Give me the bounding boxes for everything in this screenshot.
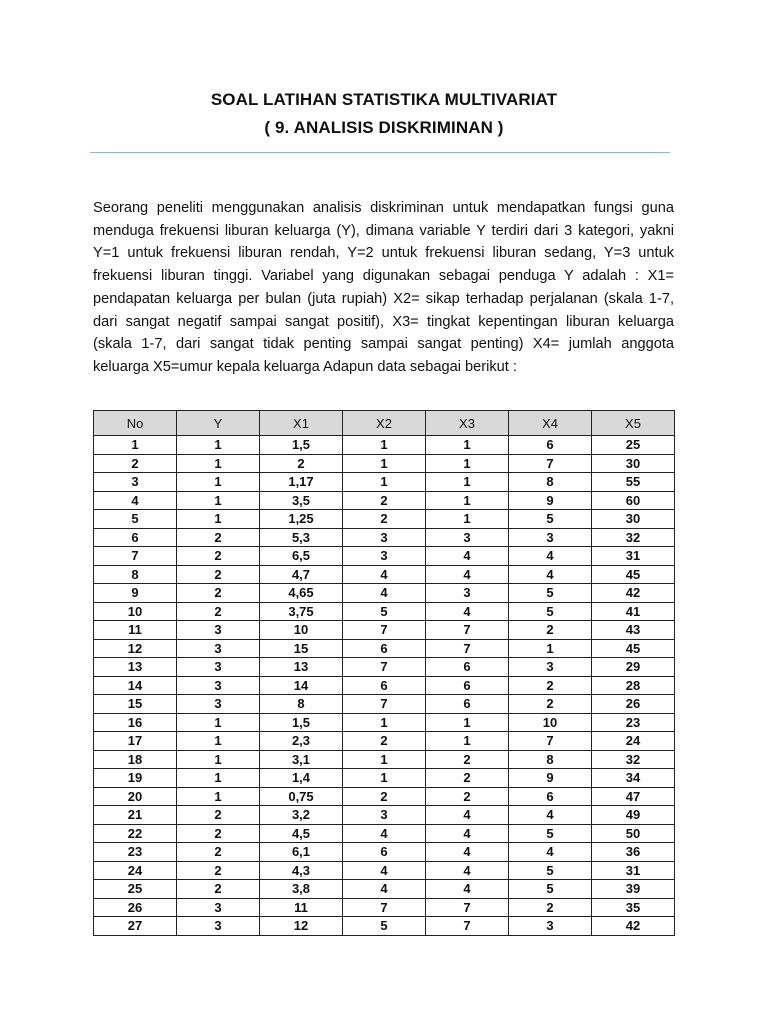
table-cell-x1: 1,5 — [260, 713, 343, 732]
table-cell-x5: 24 — [592, 732, 675, 751]
table-row — [94, 473, 675, 492]
table-cell-x5: 42 — [592, 917, 675, 936]
table-cell-y: 2 — [177, 547, 260, 566]
table-row — [94, 658, 675, 677]
table-row — [94, 621, 675, 640]
table-cell-x3: 6 — [426, 695, 509, 714]
table-cell-x3: 4 — [426, 806, 509, 825]
column-header-x3: X3 — [426, 411, 509, 436]
table-cell-x5: 45 — [592, 565, 675, 584]
table-cell-x2: 3 — [343, 528, 426, 547]
table-cell-x5: 41 — [592, 602, 675, 621]
table-cell-x5: 50 — [592, 824, 675, 843]
table-cell-x2: 2 — [343, 787, 426, 806]
table-cell-x2: 7 — [343, 898, 426, 917]
table-cell-x4: 4 — [509, 843, 592, 862]
table-cell-x2: 4 — [343, 861, 426, 880]
table-cell-no: 9 — [94, 584, 177, 603]
table-cell-x1: 4,5 — [260, 824, 343, 843]
table-cell-x4: 9 — [509, 769, 592, 788]
table-cell-x5: 23 — [592, 713, 675, 732]
table-cell-x1: 2,3 — [260, 732, 343, 751]
table-cell-y: 1 — [177, 454, 260, 473]
table-cell-y: 3 — [177, 658, 260, 677]
table-cell-x1: 8 — [260, 695, 343, 714]
table-cell-x1: 15 — [260, 639, 343, 658]
table-cell-no: 4 — [94, 491, 177, 510]
table-cell-x1: 4,3 — [260, 861, 343, 880]
table-cell-x5: 42 — [592, 584, 675, 603]
table-cell-x3: 4 — [426, 861, 509, 880]
table-cell-x3: 7 — [426, 917, 509, 936]
table-cell-no: 10 — [94, 602, 177, 621]
table-cell-x4: 3 — [509, 917, 592, 936]
table-cell-x2: 3 — [343, 806, 426, 825]
table-cell-x2: 1 — [343, 436, 426, 455]
table-cell-x1: 3,8 — [260, 880, 343, 899]
table-cell-x5: 30 — [592, 510, 675, 529]
column-header-x2: X2 — [343, 411, 426, 436]
table-cell-x5: 28 — [592, 676, 675, 695]
table-cell-x2: 2 — [343, 732, 426, 751]
table-cell-x1: 3,5 — [260, 491, 343, 510]
table-cell-x4: 6 — [509, 787, 592, 806]
table-cell-x5: 32 — [592, 750, 675, 769]
table-cell-no: 15 — [94, 695, 177, 714]
table-row — [94, 584, 675, 603]
table-cell-x2: 1 — [343, 769, 426, 788]
table-cell-x5: 45 — [592, 639, 675, 658]
table-header — [94, 411, 675, 436]
table-cell-x4: 2 — [509, 676, 592, 695]
table-cell-x4: 2 — [509, 695, 592, 714]
table-cell-x5: 32 — [592, 528, 675, 547]
table-cell-x5: 43 — [592, 621, 675, 640]
table-cell-x4: 7 — [509, 454, 592, 473]
table-cell-x1: 13 — [260, 658, 343, 677]
table-cell-y: 3 — [177, 917, 260, 936]
table-cell-x4: 3 — [509, 528, 592, 547]
table-cell-x5: 26 — [592, 695, 675, 714]
table-row — [94, 917, 675, 936]
table-row — [94, 750, 675, 769]
page-subtitle: ( 9. ANALISIS DISKRIMINAN ) — [264, 118, 504, 137]
column-header-no: No — [94, 411, 177, 436]
table-cell-x5: 31 — [592, 547, 675, 566]
table-cell-y: 1 — [177, 713, 260, 732]
table-cell-x2: 4 — [343, 584, 426, 603]
table-cell-x5: 25 — [592, 436, 675, 455]
table-row — [94, 695, 675, 714]
table-cell-y: 2 — [177, 843, 260, 862]
table-cell-x5: 34 — [592, 769, 675, 788]
table-cell-y: 1 — [177, 787, 260, 806]
table-cell-no: 27 — [94, 917, 177, 936]
table-cell-y: 2 — [177, 584, 260, 603]
table-row — [94, 602, 675, 621]
table-row — [94, 806, 675, 825]
table-cell-y: 1 — [177, 750, 260, 769]
table-cell-x1: 11 — [260, 898, 343, 917]
table-cell-no: 1 — [94, 436, 177, 455]
table-cell-no: 26 — [94, 898, 177, 917]
table-cell-y: 3 — [177, 695, 260, 714]
table-cell-x4: 7 — [509, 732, 592, 751]
table-cell-x3: 4 — [426, 565, 509, 584]
table-cell-no: 14 — [94, 676, 177, 695]
table-cell-no: 22 — [94, 824, 177, 843]
table-cell-x1: 3,75 — [260, 602, 343, 621]
table-header-row — [94, 411, 675, 436]
table-row — [94, 713, 675, 732]
table-cell-x4: 4 — [509, 565, 592, 584]
table-cell-no: 17 — [94, 732, 177, 751]
table-cell-x3: 7 — [426, 621, 509, 640]
table-cell-x3: 3 — [426, 584, 509, 603]
table-cell-x2: 1 — [343, 713, 426, 732]
table-cell-no: 25 — [94, 880, 177, 899]
table-cell-x5: 36 — [592, 843, 675, 862]
table-cell-x1: 5,3 — [260, 528, 343, 547]
table-cell-x2: 6 — [343, 843, 426, 862]
table-cell-x4: 4 — [509, 547, 592, 566]
table-cell-x5: 31 — [592, 861, 675, 880]
table-row — [94, 454, 675, 473]
table-cell-y: 3 — [177, 639, 260, 658]
table-cell-y: 2 — [177, 602, 260, 621]
table-cell-x2: 7 — [343, 621, 426, 640]
table-cell-x5: 30 — [592, 454, 675, 473]
column-header-x4: X4 — [509, 411, 592, 436]
table-cell-x2: 2 — [343, 491, 426, 510]
table-cell-y: 2 — [177, 565, 260, 584]
table-cell-x5: 35 — [592, 898, 675, 917]
table-row — [94, 824, 675, 843]
table-cell-x2: 7 — [343, 695, 426, 714]
table-cell-x3: 3 — [426, 528, 509, 547]
table-cell-x4: 1 — [509, 639, 592, 658]
table-row — [94, 491, 675, 510]
table-cell-x5: 55 — [592, 473, 675, 492]
table-cell-x3: 1 — [426, 732, 509, 751]
table-cell-x3: 2 — [426, 787, 509, 806]
title-divider — [90, 152, 670, 153]
table-cell-x4: 5 — [509, 602, 592, 621]
table-row — [94, 898, 675, 917]
table-body — [94, 436, 675, 936]
table-cell-no: 21 — [94, 806, 177, 825]
table-cell-x1: 6,1 — [260, 843, 343, 862]
table-cell-x1: 1,25 — [260, 510, 343, 529]
table-cell-x3: 1 — [426, 473, 509, 492]
problem-paragraph: Seorang peneliti menggunakan analisis diskriminan untuk mendapatkan fungsi guna menduga frekuensi liburan keluarga (Y), dimana variable Y terdiri dari 3 kategori, yakni Y=1 untuk frekuensi liburan rendah, Y=2 untuk frekuensi liburan sedang, Y=3 untuk frekuensi liburan tinggi. Variabel yang digunakan sebagai penduga Y adalah : X1= pendapatan keluarga per bulan (juta rupiah) X2= sikap terhadap perjalanan (skala 1-7, dari sangat negatif sampai sangat positif), X3= tingkat kepentingan liburan keluarga (skala 1-7, dari sangat tidak penting sampai sangat penting) X4= jumlah anggota keluarga X5=umur kepala keluarga Adapun data sebagai berikut : — [93, 200, 674, 375]
table-cell-x1: 12 — [260, 917, 343, 936]
table-cell-x2: 1 — [343, 750, 426, 769]
table-cell-x3: 4 — [426, 880, 509, 899]
table-row — [94, 843, 675, 862]
table-cell-x2: 1 — [343, 454, 426, 473]
table-cell-y: 1 — [177, 491, 260, 510]
table-cell-x5: 60 — [592, 491, 675, 510]
table-cell-x4: 5 — [509, 880, 592, 899]
table-cell-x1: 0,75 — [260, 787, 343, 806]
table-cell-y: 2 — [177, 861, 260, 880]
table-cell-x1: 3,1 — [260, 750, 343, 769]
table-cell-x1: 4,65 — [260, 584, 343, 603]
table-cell-x1: 14 — [260, 676, 343, 695]
table-cell-x3: 7 — [426, 639, 509, 658]
table-cell-no: 13 — [94, 658, 177, 677]
table-cell-y: 1 — [177, 510, 260, 529]
table-row — [94, 565, 675, 584]
table-cell-y: 2 — [177, 806, 260, 825]
table-cell-x5: 47 — [592, 787, 675, 806]
table-cell-y: 1 — [177, 473, 260, 492]
column-header-x5: X5 — [592, 411, 675, 436]
table-cell-x3: 4 — [426, 547, 509, 566]
table-row — [94, 880, 675, 899]
table-cell-no: 19 — [94, 769, 177, 788]
table-cell-x3: 7 — [426, 898, 509, 917]
table-cell-no: 12 — [94, 639, 177, 658]
table-cell-x2: 2 — [343, 510, 426, 529]
table-row — [94, 676, 675, 695]
table-cell-x1: 3,2 — [260, 806, 343, 825]
table-row — [94, 510, 675, 529]
table-cell-x3: 1 — [426, 454, 509, 473]
table-cell-x2: 6 — [343, 639, 426, 658]
table-cell-x3: 4 — [426, 824, 509, 843]
table-cell-no: 11 — [94, 621, 177, 640]
table-cell-x3: 2 — [426, 750, 509, 769]
table-cell-x4: 6 — [509, 436, 592, 455]
table-cell-x1: 4,7 — [260, 565, 343, 584]
table-cell-x4: 8 — [509, 750, 592, 769]
table-cell-x2: 6 — [343, 676, 426, 695]
page-title: SOAL LATIHAN STATISTIKA MULTIVARIAT — [210, 90, 558, 109]
table-cell-x2: 7 — [343, 658, 426, 677]
table-cell-y: 3 — [177, 898, 260, 917]
table-cell-y: 3 — [177, 676, 260, 695]
table-cell-x1: 1,17 — [260, 473, 343, 492]
table-cell-x4: 5 — [509, 510, 592, 529]
table-row — [94, 732, 675, 751]
table-cell-x3: 1 — [426, 436, 509, 455]
table-row — [94, 861, 675, 880]
table-cell-no: 6 — [94, 528, 177, 547]
table-cell-x4: 2 — [509, 898, 592, 917]
table-cell-x2: 4 — [343, 824, 426, 843]
table-cell-x3: 1 — [426, 510, 509, 529]
table-row — [94, 436, 675, 455]
table-cell-y: 2 — [177, 528, 260, 547]
table-cell-y: 1 — [177, 769, 260, 788]
table-cell-no: 2 — [94, 454, 177, 473]
table-cell-no: 7 — [94, 547, 177, 566]
table-row — [94, 769, 675, 788]
table-cell-x4: 4 — [509, 806, 592, 825]
table-cell-x2: 4 — [343, 565, 426, 584]
table-cell-x4: 5 — [509, 861, 592, 880]
table-cell-x2: 5 — [343, 602, 426, 621]
table-cell-x3: 1 — [426, 491, 509, 510]
table-cell-x4: 3 — [509, 658, 592, 677]
table-cell-x4: 2 — [509, 621, 592, 640]
table-cell-x2: 1 — [343, 473, 426, 492]
table-cell-no: 20 — [94, 787, 177, 806]
table-cell-x3: 4 — [426, 602, 509, 621]
table-cell-no: 23 — [94, 843, 177, 862]
table-cell-x3: 6 — [426, 676, 509, 695]
table-row — [94, 639, 675, 658]
table-cell-x3: 1 — [426, 713, 509, 732]
table-cell-no: 18 — [94, 750, 177, 769]
table-cell-x5: 29 — [592, 658, 675, 677]
data-table — [93, 410, 675, 936]
table-cell-x2: 5 — [343, 917, 426, 936]
table-cell-x3: 4 — [426, 843, 509, 862]
table-cell-x1: 2 — [260, 454, 343, 473]
table-cell-x5: 39 — [592, 880, 675, 899]
table-cell-x1: 6,5 — [260, 547, 343, 566]
table-cell-y: 2 — [177, 824, 260, 843]
table-cell-x1: 1,5 — [260, 436, 343, 455]
table-cell-no: 24 — [94, 861, 177, 880]
table-cell-x2: 3 — [343, 547, 426, 566]
table-cell-x4: 10 — [509, 713, 592, 732]
table-cell-y: 1 — [177, 436, 260, 455]
table-cell-x4: 9 — [509, 491, 592, 510]
table-cell-x5: 49 — [592, 806, 675, 825]
table-cell-y: 2 — [177, 880, 260, 899]
table-row — [94, 547, 675, 566]
table-cell-no: 5 — [94, 510, 177, 529]
table-cell-x3: 6 — [426, 658, 509, 677]
table-cell-no: 3 — [94, 473, 177, 492]
table-cell-no: 8 — [94, 565, 177, 584]
table-cell-x4: 5 — [509, 584, 592, 603]
table-cell-x4: 8 — [509, 473, 592, 492]
table-cell-y: 1 — [177, 732, 260, 751]
table-cell-x1: 1,4 — [260, 769, 343, 788]
table-cell-x1: 10 — [260, 621, 343, 640]
table-cell-y: 3 — [177, 621, 260, 640]
table-row — [94, 528, 675, 547]
column-header-y: Y — [177, 411, 260, 436]
table-row — [94, 787, 675, 806]
table-cell-no: 16 — [94, 713, 177, 732]
column-header-x1: X1 — [260, 411, 343, 436]
table-cell-x3: 2 — [426, 769, 509, 788]
table-cell-x2: 4 — [343, 880, 426, 899]
table-cell-x4: 5 — [509, 824, 592, 843]
